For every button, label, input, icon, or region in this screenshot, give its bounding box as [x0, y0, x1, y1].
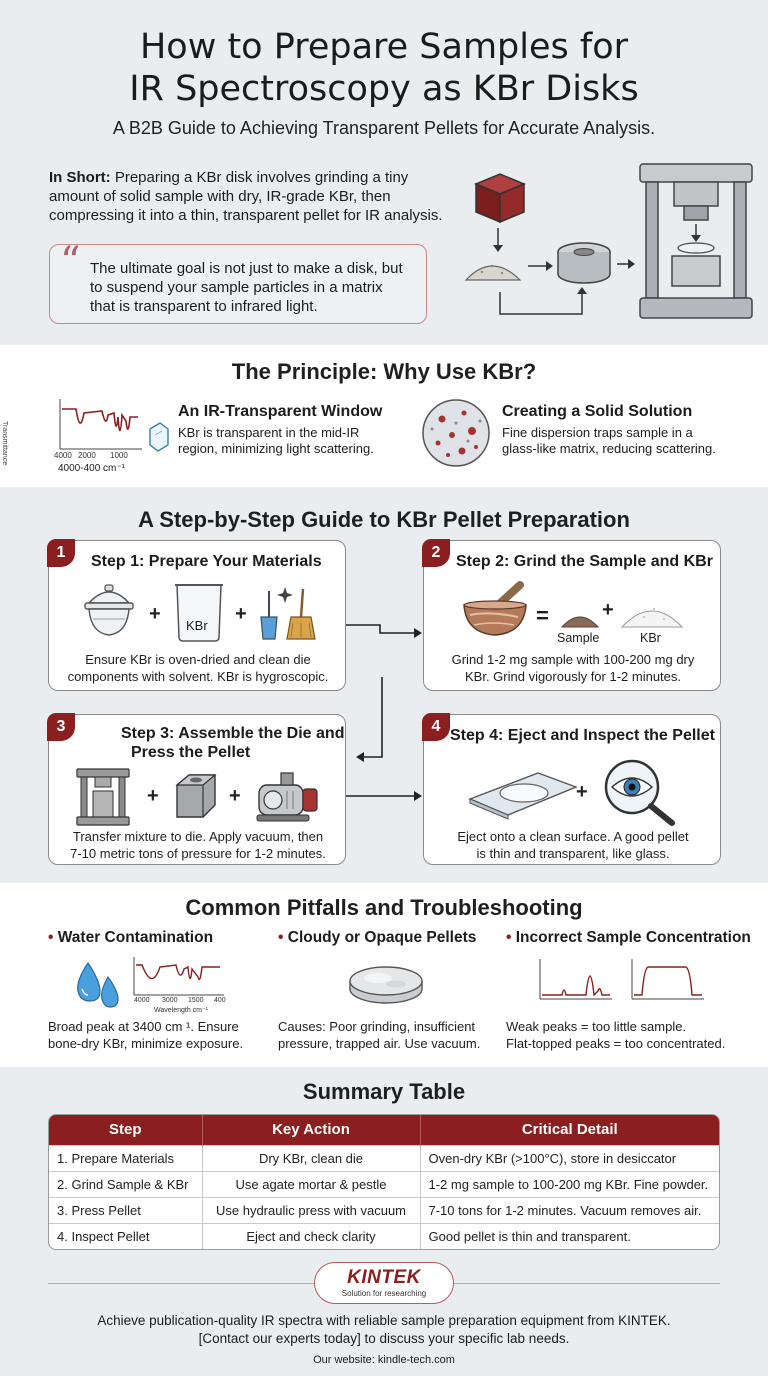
table-cell: Oven-dry KBr (>100°C), store in desiccator	[420, 1145, 719, 1171]
footer-website[interactable]: Our website: kindle-tech.com	[313, 1354, 455, 1366]
pitfall-2-line2: pressure, trapped air. Use vacuum.	[278, 1036, 481, 1051]
step-2-title: Step 2: Grind the Sample and KBr	[456, 553, 713, 570]
quote-line2: to suspend your sample particles in a matrix	[90, 279, 383, 296]
step-3-desc-line2: 7-10 metric tons of pressure for 1-2 minutes.	[70, 846, 326, 861]
guide-section	[0, 487, 768, 883]
step-2-number: 2	[422, 539, 450, 567]
step-flow-arrows	[340, 577, 430, 817]
table-cell: Good pellet is thin and transparent.	[420, 1223, 719, 1249]
header-section	[0, 0, 768, 345]
pitfall-1-line1: Broad peak at 3400 cm ¹. Ensure	[48, 1019, 239, 1034]
kbr-crystal-icon	[476, 174, 524, 222]
die-icon	[558, 243, 610, 283]
kintek-logo[interactable]	[314, 1262, 454, 1304]
step-3-plus-1: +	[147, 785, 159, 807]
desiccator-icon	[79, 581, 139, 641]
step-2-card	[423, 540, 721, 691]
principle-right-line1: Fine dispersion traps sample in a	[502, 425, 693, 440]
table-cell: Eject and check clarity	[202, 1223, 420, 1249]
step-4-number: 4	[422, 713, 450, 741]
spectrum-tick-1: 4000	[54, 451, 72, 460]
step-2-desc-line1: Grind 1-2 mg sample with 100-200 mg dry	[451, 652, 695, 667]
kbr-label: KBr	[640, 631, 661, 645]
table-row	[49, 1197, 719, 1223]
step-4-desc-line1: Eject onto a clean surface. A good pellet	[457, 829, 689, 844]
page-title-line1: How to Prepare Samples for	[139, 27, 629, 67]
spectrum-tick-2: 2000	[78, 451, 96, 460]
table-cell: 1. Prepare Materials	[49, 1145, 202, 1171]
magnifier-eye-icon	[600, 757, 680, 827]
step-3-title-line2: Press the Pellet	[131, 744, 251, 761]
in-short-text	[49, 168, 469, 225]
process-illustration	[462, 152, 762, 332]
water-spectrum-icon	[130, 955, 226, 1003]
principle-section	[0, 345, 768, 487]
col-header-detail: Critical Detail	[420, 1115, 719, 1145]
footer-line1: Achieve publication-quality IR spectra with reliable sample preparation equipment from KINTEK.	[97, 1313, 671, 1328]
pitfall-2-title	[278, 929, 476, 947]
quote-box	[49, 239, 427, 324]
logo-tagline: Solution for researching	[341, 1289, 427, 1298]
footer-section	[0, 1262, 768, 1376]
kbr-pile-icon	[620, 593, 684, 629]
spectrum-ylabel: Transmittance	[1, 421, 8, 466]
weak-peaks-spectrum-icon	[536, 955, 614, 1005]
principle-left-line1: KBr is transparent in the mid-IR	[178, 425, 360, 440]
cleaning-tools-icon	[257, 579, 319, 643]
pitfall-1-title	[48, 929, 213, 947]
pitfall-1-line2: bone-dry KBr, minimize exposure.	[48, 1036, 244, 1051]
pitfall-2-bullet: •	[278, 929, 284, 946]
table-cell: Use hydraulic press with vacuum	[202, 1197, 420, 1223]
step-2-desc-line2: KBr. Grind vigorously for 1-2 minutes.	[464, 669, 682, 684]
beaker-icon	[171, 579, 227, 643]
table-cell: 7-10 tons for 1-2 minutes. Vacuum removes air.	[420, 1197, 719, 1223]
water-xlabel: Wavelength cm⁻¹	[154, 1007, 209, 1014]
table-cell: 2. Grind Sample & KBr	[49, 1171, 202, 1197]
pitfall-3-line1: Weak peaks = too little sample.	[506, 1019, 687, 1034]
step-3-number: 3	[47, 713, 75, 741]
step-1-card	[48, 540, 346, 691]
water-tick-4: 400	[214, 997, 226, 1004]
step-4-plus: +	[576, 781, 588, 803]
summary-title: Summary Table	[302, 1079, 466, 1104]
in-short-label: In Short:	[49, 169, 111, 186]
pitfalls-title: Common Pitfalls and Troubleshooting	[185, 895, 583, 920]
principle-left-heading: An IR-Transparent Window	[178, 403, 383, 420]
in-short-line3: compressing it into a thin, transparent pellet for IR analysis.	[49, 207, 443, 224]
quote-line1: The ultimate goal is not just to make a disk, but	[90, 260, 403, 277]
principle-left-line2: region, minimizing light scattering.	[178, 441, 374, 456]
flat-peaks-spectrum-icon	[628, 955, 706, 1005]
vacuum-pump-icon	[251, 765, 325, 825]
water-drops-icon	[72, 957, 122, 1013]
sample-label: Sample	[557, 631, 600, 645]
water-tick-2: 3000	[162, 997, 178, 1004]
table-row	[49, 1223, 719, 1249]
pitfall-3-title	[506, 929, 751, 947]
logo-text: KINTEK	[347, 1267, 421, 1288]
step-2-plus: +	[602, 599, 614, 621]
step-1-desc-line1: Ensure KBr is oven-dried and clean die	[85, 652, 311, 667]
step-2-equals: =	[536, 603, 549, 628]
in-short-line2: amount of solid sample with dry, IR-grade KBr, then	[49, 188, 391, 205]
step-1-plus-2: +	[235, 603, 247, 625]
sample-pile-icon	[560, 605, 600, 629]
pitfall-1-title-text: Water Contamination	[57, 929, 214, 946]
pitfall-3-bullet: •	[506, 929, 512, 946]
powder-pile-icon	[466, 265, 520, 280]
mortar-pestle-icon	[460, 581, 530, 641]
step-1-desc-line2: components with solvent. KBr is hygroscopic.	[67, 669, 329, 684]
solid-solution-icon	[420, 397, 492, 469]
step-3-plus-2: +	[229, 785, 241, 807]
pitfall-3-title-text: Incorrect Sample Concentration	[515, 929, 751, 946]
quote-mark: “	[60, 239, 81, 285]
pitfall-2-title-text: Cloudy or Opaque Pellets	[287, 929, 477, 946]
step-4-title: Step 4: Eject and Inspect the Pellet	[450, 727, 715, 744]
guide-title: A Step-by-Step Guide to KBr Pellet Preparation	[138, 507, 630, 532]
step-1-plus-1: +	[149, 603, 161, 625]
principle-title: The Principle: Why Use KBr?	[231, 359, 537, 384]
contact-experts-link[interactable]: [Contact our experts today]	[198, 1331, 361, 1346]
step-3-card	[48, 714, 346, 865]
table-cell: 1-2 mg sample to 100-200 mg KBr. Fine powder.	[420, 1171, 719, 1197]
pellet-on-slide-icon	[468, 765, 578, 821]
page-title-line2: IR Spectroscopy as KBr Disks	[129, 69, 639, 109]
press-icon	[75, 767, 131, 827]
crystal-window-icon	[150, 423, 168, 451]
pitfalls-section	[0, 883, 768, 1067]
table-cell: Dry KBr, clean die	[202, 1145, 420, 1171]
table-cell: 4. Inspect Pellet	[49, 1223, 202, 1249]
table-header-row	[49, 1115, 719, 1145]
pitfall-3-line2: Flat-topped peaks = too concentrated.	[506, 1036, 726, 1051]
table-cell: 3. Press Pellet	[49, 1197, 202, 1223]
hydraulic-press-icon	[640, 164, 752, 318]
footer-line2-rest: to discuss your specific lab needs.	[360, 1331, 570, 1346]
step-1-number: 1	[47, 539, 75, 567]
die-block-icon	[171, 771, 221, 821]
step-4-card	[423, 714, 721, 865]
principle-right-heading: Creating a Solid Solution	[502, 403, 693, 420]
step-1-title: Step 1: Prepare Your Materials	[91, 553, 322, 570]
page-subtitle: A B2B Guide to Achieving Transparent Pellets for Accurate Analysis.	[112, 118, 656, 138]
summary-section	[0, 1067, 768, 1262]
quote-line3: that is transparent to infrared light.	[90, 298, 318, 315]
principle-right-line2: glass-like matrix, reducing scattering.	[502, 441, 716, 456]
pitfall-2-line1: Causes: Poor grinding, insufficient	[278, 1019, 476, 1034]
step-3-desc-line1: Transfer mixture to die. Apply vacuum, then	[72, 829, 324, 844]
spectrum-tick-3: 1000	[110, 451, 128, 460]
table-row	[49, 1171, 719, 1197]
beaker-label: KBr	[186, 618, 208, 633]
step-4-desc-line2: is thin and transparent, like glass.	[476, 846, 670, 861]
water-tick-1: 4000	[134, 997, 150, 1004]
table-cell: Use agate mortar & pestle	[202, 1171, 420, 1197]
cloudy-pellet-icon	[346, 961, 426, 1007]
pitfall-1-bullet: •	[48, 929, 54, 946]
col-header-action: Key Action	[202, 1115, 420, 1145]
table-row	[49, 1145, 719, 1171]
summary-table	[48, 1114, 720, 1250]
spectrum-range: 4000-400 cm⁻¹	[58, 463, 125, 474]
water-tick-3: 1500	[188, 997, 204, 1004]
step-3-title-line1: Step 3: Assemble the Die and	[121, 725, 345, 742]
col-header-step: Step	[49, 1115, 202, 1145]
in-short-line1: Preparing a KBr disk involves grinding a tiny	[110, 169, 409, 186]
